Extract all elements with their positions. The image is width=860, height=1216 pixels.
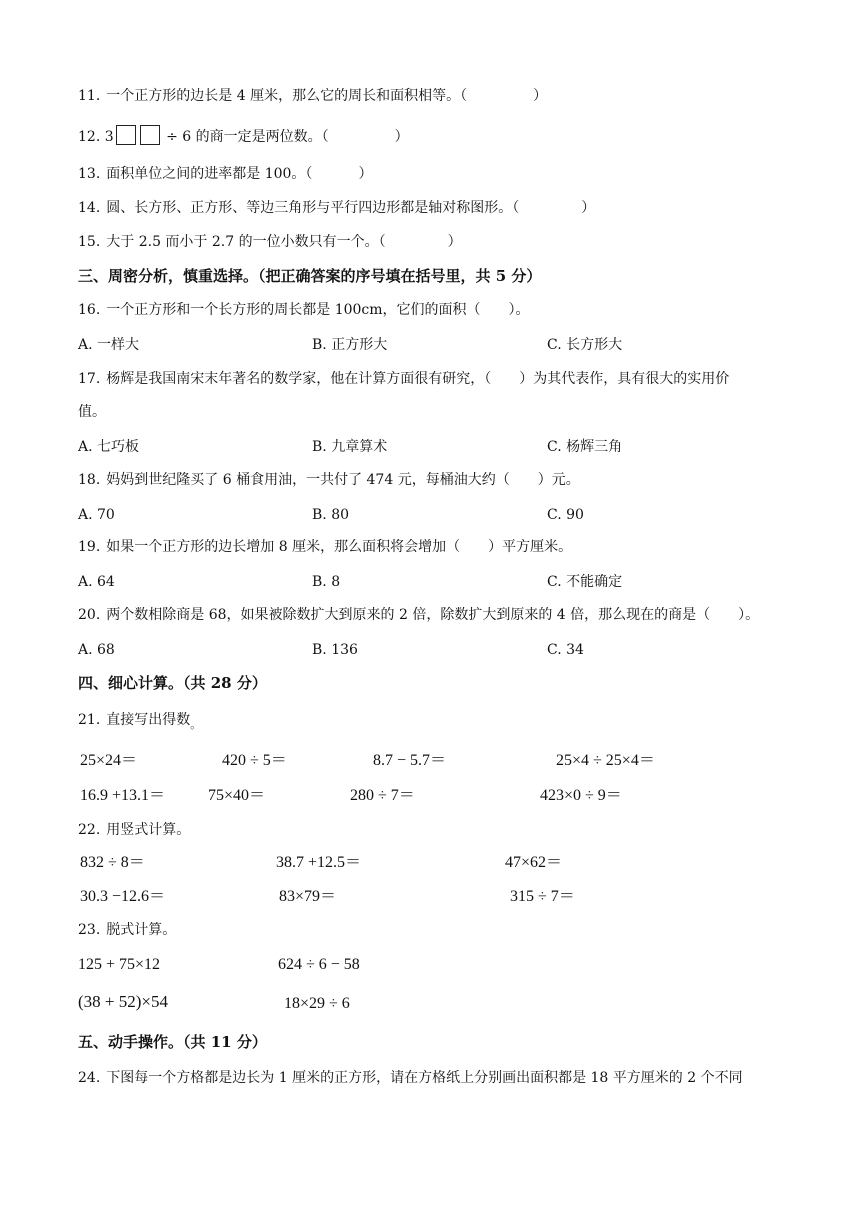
question-number: 16. bbox=[78, 302, 101, 318]
option-c: C. 90 bbox=[547, 507, 584, 523]
question-24 bbox=[78, 1068, 743, 1088]
calc-item: 832 ÷ 8＝ bbox=[80, 854, 145, 871]
question-16 bbox=[78, 300, 530, 320]
question-23 bbox=[78, 920, 176, 940]
option-b: B. 正方形大 bbox=[312, 337, 388, 353]
calc-item: 125 + 75×12 bbox=[78, 956, 161, 973]
section-heading-3: 三、周密分析，慎重选择。（把正确答案的序号填在括号里，共 5 分） bbox=[78, 267, 542, 285]
question-text: 大于 2.5 而小于 2.7 的一位小数只有一个。（ bbox=[106, 234, 386, 250]
question-number: 23. bbox=[78, 922, 101, 938]
blank-digit-box[interactable] bbox=[140, 125, 160, 145]
option-c: C. 长方形大 bbox=[547, 337, 623, 353]
calc-item: (38 + 52)×54 bbox=[78, 992, 168, 1011]
question-text: 杨辉是我国南宋末年著名的数学家，他在计算方面很有研究，（ ）为其代表作，具有很大的实用价 bbox=[106, 371, 730, 387]
question-text: 用竖式计算。 bbox=[106, 822, 191, 838]
question-text: 一个正方形的边长是 4 厘米，那么它的周长和面积相等。（ bbox=[106, 88, 468, 104]
question-number: 17. bbox=[78, 371, 101, 387]
question-text: 妈妈到世纪隆买了 6 桶食用油，一共付了 474 元，每桶油大约（ ）元。 bbox=[106, 472, 580, 488]
question-number: 18. bbox=[78, 472, 101, 488]
calc-item: 16.9 +13.1＝ bbox=[80, 787, 166, 804]
question-number: 24. bbox=[78, 1070, 101, 1086]
question-text: 直接写出得数 bbox=[106, 712, 191, 728]
calc-item: 25×24＝ bbox=[80, 752, 138, 769]
option-c: C. 不能确定 bbox=[547, 574, 623, 590]
question-13 bbox=[78, 164, 372, 184]
option-c: C. 杨辉三角 bbox=[547, 439, 623, 455]
question-text: 如果一个正方形的边长增加 8 厘米，那么面积将会增加（ ）平方厘米。 bbox=[106, 539, 573, 555]
question-number: 13. bbox=[78, 166, 101, 182]
calc-item: 423×0 ÷ 9＝ bbox=[540, 787, 622, 804]
question-number: 20. bbox=[78, 607, 101, 623]
option-a: A. 一样大 bbox=[78, 337, 140, 353]
question-number: 11. bbox=[78, 88, 101, 104]
option-c: C. 34 bbox=[547, 642, 584, 658]
calc-item: 47×62＝ bbox=[505, 854, 563, 871]
paren-close: ） bbox=[581, 200, 596, 216]
option-a: A. 64 bbox=[78, 574, 115, 590]
calc-item: 30.3 −12.6＝ bbox=[80, 888, 166, 905]
question-20 bbox=[78, 605, 759, 625]
option-b: B. 136 bbox=[312, 642, 358, 658]
question-number: 15. bbox=[78, 234, 101, 250]
question-11 bbox=[78, 86, 547, 106]
digit-prefix: 3 bbox=[104, 129, 114, 145]
calc-item: 38.7 +12.5＝ bbox=[276, 854, 362, 871]
option-b: B. 8 bbox=[312, 574, 341, 590]
option-a: A. 七巧板 bbox=[78, 439, 140, 455]
calc-item: 280 ÷ 7＝ bbox=[350, 787, 415, 804]
calc-item: 18×29 ÷ 6 bbox=[284, 995, 350, 1012]
calc-item: 25×4 ÷ 25×4＝ bbox=[556, 752, 655, 769]
paren-close: ） bbox=[447, 234, 462, 250]
option-b: B. 九章算术 bbox=[312, 439, 388, 455]
question-number: 21. bbox=[78, 712, 101, 728]
calc-item: 420 ÷ 5＝ bbox=[222, 752, 287, 769]
question-number: 19. bbox=[78, 539, 101, 555]
question-text: 圆、长方形、正方形、等边三角形与平行四边形都是轴对称图形。（ bbox=[106, 200, 520, 216]
blank-digit-box[interactable] bbox=[116, 125, 136, 145]
paren-close: ） bbox=[358, 166, 373, 182]
question-number: 12. bbox=[78, 129, 101, 145]
calc-item: 75×40＝ bbox=[208, 787, 266, 804]
question-text: ÷ 6 的商一定是两位数。（ bbox=[166, 129, 329, 145]
question-text: 脱式计算。 bbox=[106, 922, 177, 938]
question-number: 14. bbox=[78, 200, 101, 216]
trailing-dot: 。 bbox=[190, 718, 202, 731]
calc-item: 315 ÷ 7＝ bbox=[510, 888, 575, 905]
option-b: B. 80 bbox=[312, 507, 350, 523]
question-12 bbox=[78, 125, 409, 147]
paren-close: ） bbox=[394, 129, 409, 145]
section-heading-5: 五、动手操作。（共 11 分） bbox=[78, 1033, 267, 1051]
question-18 bbox=[78, 470, 580, 490]
question-15 bbox=[78, 232, 462, 252]
question-number: 22. bbox=[78, 822, 101, 838]
question-22 bbox=[78, 820, 190, 840]
option-a: A. 68 bbox=[78, 642, 115, 658]
section-heading-4: 四、细心计算。（共 28 分） bbox=[78, 674, 267, 692]
question-text: 两个数相除商是 68，如果被除数扩大到原来的 2 倍，除数扩大到原来的 4 倍，那么现在的商是（ ）。 bbox=[106, 607, 760, 623]
calc-item: 8.7 − 5.7＝ bbox=[373, 752, 447, 769]
question-17 bbox=[78, 369, 729, 389]
question-text: 面积单位之间的进率都是 100。（ bbox=[106, 166, 313, 182]
question-17-continuation: 值。 bbox=[78, 404, 106, 420]
question-14 bbox=[78, 198, 595, 218]
option-a: A. 70 bbox=[78, 507, 115, 523]
calc-item: 624 ÷ 6 − 58 bbox=[278, 956, 360, 973]
question-text: 一个正方形和一个长方形的周长都是 100cm，它们的面积（ ）。 bbox=[106, 302, 530, 318]
calc-item: 83×79＝ bbox=[279, 888, 337, 905]
question-21 bbox=[78, 710, 201, 735]
paren-close: ） bbox=[533, 88, 548, 104]
question-19 bbox=[78, 537, 572, 557]
question-text: 下图每一个方格都是边长为 1 厘米的正方形，请在方格纸上分别画出面积都是 18 平方厘米的 2 个不同 bbox=[106, 1070, 743, 1086]
